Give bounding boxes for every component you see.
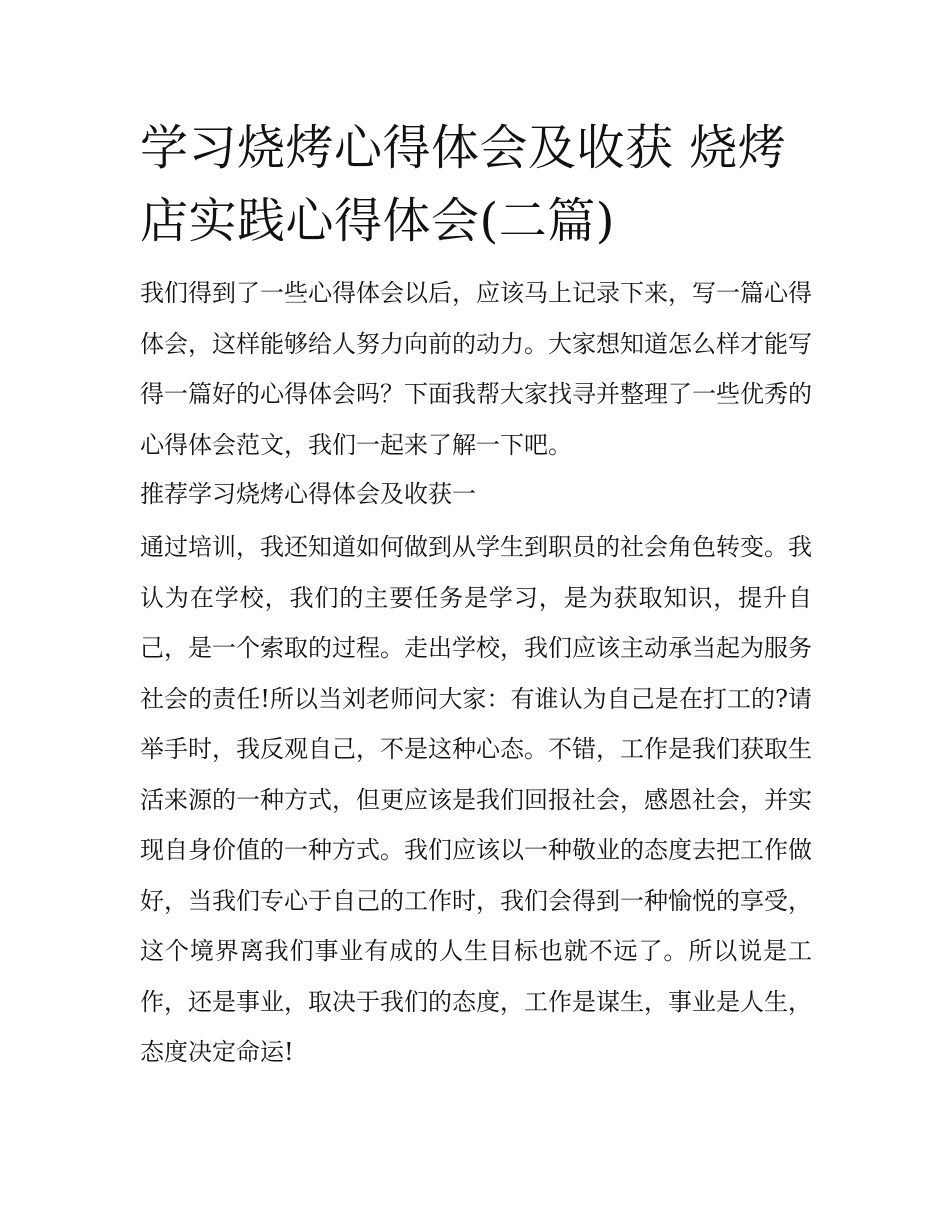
intro-paragraph: 我们得到了一些心得体会以后，应该马上记录下来，写一篇心得体会，这样能够给人努力向前的动力。大家想知道怎么样才能写得一篇好的心得体会吗？下面我帮大家找寻并整理了一些优秀的心得体会范文，我们一起来了解一下吧。 (140, 279, 812, 459)
section-heading: 推荐学习烧烤心得体会及收获一 (140, 480, 476, 508)
body-paragraph: 通过培训，我还知道如何做到从学生到职员的社会角色转变。我认为在学校，我们的主要任务是学习，是为获取知识，提升自己，是一个索取的过程。走出学校，我们应该主动承当起为服务社会的责任!所以当刘老师问大家：有谁认为自己是在打工的?请举手时，我反观自己，不是这种心态。不错，工作是我们获取生活来源的一种方式，但更应该是我们回报社会，感恩社会，并实现自身价值的一种方式。我们应该以一种敬业的态度去把工作做好，当我们专心于自己的工作时，我们会得到一种愉悦的享受，这个境界离我们事业有成的人生目标也就不远了。所以说是工作，还是事业，取决于我们的态度，工作是谋生，事业是人生，态度决定命运! (140, 533, 812, 1066)
document-title: 学习烧烤心得体会及收获 烧烤店实践心得体会(二篇) (140, 120, 787, 249)
document-page (140, 112, 812, 1078)
